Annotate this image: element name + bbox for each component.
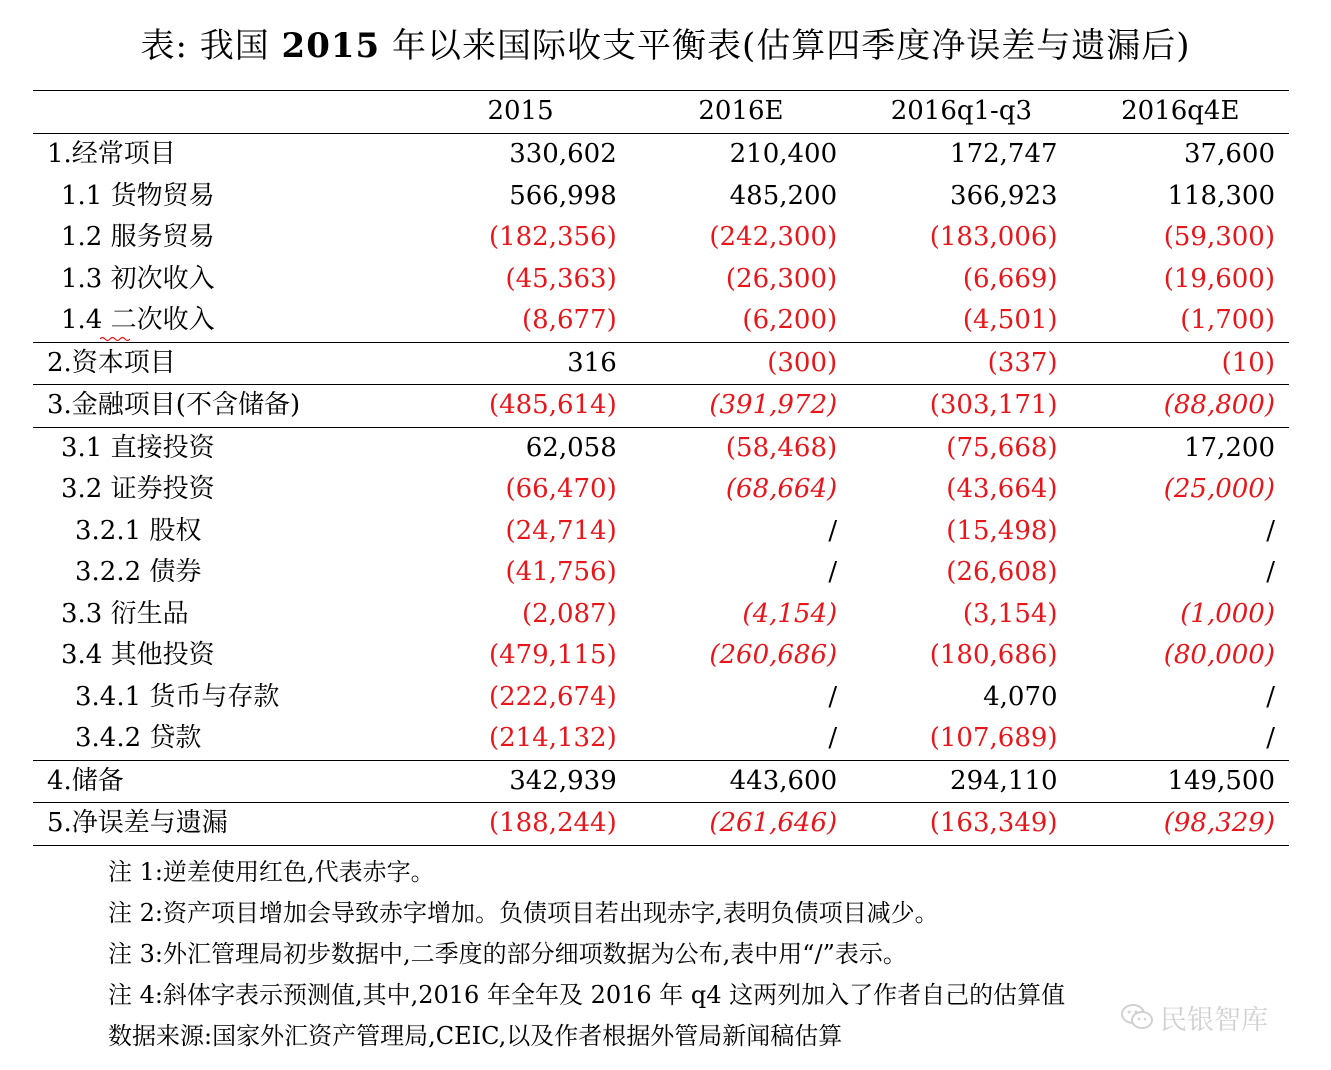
cell-2015: (2,087) [522,598,617,629]
table-row [33,217,1289,259]
row-label: 3.4.2 贷款 [75,723,202,753]
cell-2016e: (261,646) [631,803,851,846]
column-header-2016e: 2016E [631,91,851,134]
cell-2016q1-q3: (4,501) [962,305,1058,335]
cell-2016q4e: 118,300 [1167,180,1275,211]
cell-2015: (66,470) [505,474,617,504]
cell-2016q1-q3: (43,664) [946,474,1058,504]
table-row [33,176,1289,218]
row-label: 3.金融项目(不含储备) [33,385,410,428]
table-row [33,594,1289,636]
cell-2016e: 485,200 [729,180,838,211]
note-4: 注 4:斜体字表示预测值,其中,2016 年全年及 2016 年 q4 这两列加入了作者自己的估算值 [108,981,1066,1009]
row-label: 1.3 初次收入 [61,263,215,294]
cell-2016q1-q3: (6,669) [962,263,1058,294]
row-label: 3.4 其他投资 [61,640,215,670]
note-1: 注 1:逆差使用红色,代表赤字。 [108,858,435,886]
cell-2016q1-q3: (183,006) [929,222,1058,252]
cell-2015: (45,363) [505,263,617,294]
cell-2016q1-q3: (3,154) [962,598,1058,629]
title-suffix: 年以来国际收支平衡表(估算四季度净误差与遗漏后) [380,26,1191,66]
cell-2016e: (6,200) [742,305,838,335]
table-title [0,18,1331,67]
row-label: 1.4 二次收入 [61,305,215,335]
cell-2016q4e: 17,200 [1072,427,1289,469]
cell-2016q1-q3: (26,608) [946,557,1058,587]
cell-2015: 62,058 [410,427,630,469]
cell-2016q1-q3: (15,498) [946,515,1058,546]
title-prefix: 表: 我国 [140,26,282,66]
cell-2016q4e: (88,800) [1072,385,1289,428]
cell-2015: (41,756) [505,557,617,587]
cell-2016q1-q3: (303,171) [851,385,1071,428]
cell-2016e: 443,600 [631,760,851,803]
cell-2015: (24,714) [505,515,617,546]
cell-2016q1-q3: (163,349) [851,803,1071,846]
cell-2016e: / [828,681,838,712]
row-label: 3.1 直接投资 [33,427,410,469]
cell-2015: (214,132) [488,723,617,753]
cell-2016e: (391,972) [631,385,851,428]
cell-2016q4e: 37,600 [1072,134,1289,176]
cell-2016q1-q3: 294,110 [851,760,1071,803]
row-label: 2.资本项目 [33,342,410,385]
cell-2016e: (26,300) [725,263,838,294]
row-label: 3.3 衍生品 [61,598,189,629]
wechat-icon [1120,1003,1154,1031]
cell-2015: (182,356) [488,222,617,252]
cell-2016q4e: / [1266,723,1275,753]
cell-2016q4e: (80,000) [1163,640,1275,670]
cell-2016e: / [828,515,838,546]
column-header-label [33,91,410,134]
cell-2016e: (68,664) [725,474,838,504]
cell-2016e: (4,154) [742,598,838,629]
column-header-2016q1-q3: 2016q1-q3 [851,91,1071,134]
row-label: 1.1 货物贸易 [61,180,215,211]
cell-2016q4e: (10) [1072,342,1289,385]
table-row [33,760,1289,803]
cell-2015: (222,674) [488,681,617,712]
note-2: 注 2:资产项目增加会导致赤字增加。负债项目若出现赤字,表明负债项目减少。 [108,899,939,927]
cell-2016e: / [828,723,838,753]
cell-2016q4e: (19,600) [1163,263,1275,294]
table-row [33,552,1289,594]
cell-2016q1-q3: (180,686) [929,640,1058,670]
cell-2016q1-q3: (107,689) [929,723,1058,753]
row-label: 3.2 证券投资 [61,474,215,504]
table-row [33,469,1289,511]
row-label: 5.净误差与遗漏 [33,803,410,846]
table-row [33,342,1289,385]
cell-2016q1-q3: 4,070 [983,681,1058,712]
cell-2016q4e: (25,000) [1163,474,1275,504]
notes-block [108,852,1065,1057]
cell-2016e: (300) [631,342,851,385]
row-label: 4.储备 [33,760,410,803]
row-label: 3.2.1 股权 [75,515,202,546]
table-row [33,803,1289,846]
cell-2015: (8,677) [522,305,617,335]
cell-2016q1-q3: 366,923 [950,180,1058,211]
cell-2016q4e: 149,500 [1072,760,1289,803]
cell-2016e: 210,400 [631,134,851,176]
cell-2016q1-q3: (337) [851,342,1071,385]
title-year: 2015 [281,26,381,66]
cell-2016q4e: (1,700) [1180,305,1275,335]
table-row [33,511,1289,553]
table-row [33,300,1289,342]
cell-2015: 566,998 [509,180,617,211]
table-row [33,677,1289,719]
balance-of-payments-table [33,90,1289,846]
table-row [33,635,1289,677]
table-row [33,718,1289,760]
cell-2016e: (260,686) [709,640,838,670]
watermark-text: 民银智库 [1160,1004,1268,1036]
cell-2016q4e: (59,300) [1163,222,1275,252]
cell-2015: 330,602 [410,134,630,176]
watermark [1120,997,1300,1037]
row-label: 1.2 服务贸易 [61,222,215,252]
spellcheck-underline [100,336,130,342]
row-label: 3.4.1 货币与存款 [75,681,280,712]
table-body [33,134,1289,846]
cell-2016q4e: / [1266,557,1275,587]
data-source: 数据来源:国家外汇资产管理局,CEIC,以及作者根据外管局新闻稿估算 [108,1022,843,1050]
header-row [33,91,1289,134]
column-header-2015: 2015 [410,91,630,134]
cell-2015: (485,614) [410,385,630,428]
cell-2015: (479,115) [488,640,617,670]
cell-2016q4e: (98,329) [1072,803,1289,846]
cell-2015: 342,939 [410,760,630,803]
row-label: 1.经常项目 [33,134,410,176]
cell-2016q1-q3: (75,668) [851,427,1071,469]
column-header-2016q4e: 2016q4E [1072,91,1289,134]
cell-2015: 316 [410,342,630,385]
cell-2016q1-q3: 172,747 [851,134,1071,176]
table-row [33,427,1289,469]
cell-2015: (188,244) [410,803,630,846]
note-3: 注 3:外汇管理局初步数据中,二季度的部分细项数据为公布,表中用“/”表示。 [108,940,907,968]
cell-2016e: (242,300) [709,222,838,252]
cell-2016q4e: (1,000) [1180,598,1275,629]
cell-2016e: / [828,557,838,587]
table-row [33,134,1289,176]
table-row [33,385,1289,428]
table-row [33,259,1289,301]
cell-2016q4e: / [1266,681,1275,712]
cell-2016e: (58,468) [631,427,851,469]
row-label: 3.2.2 债券 [75,557,202,587]
cell-2016q4e: / [1266,515,1275,546]
